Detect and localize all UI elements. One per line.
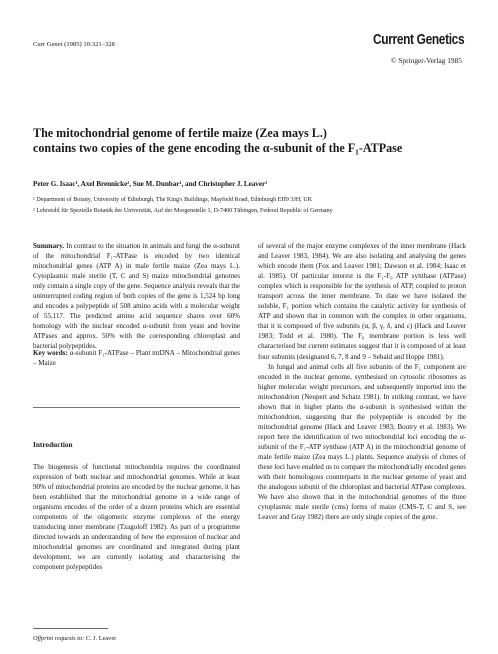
footnote-divider (33, 628, 108, 629)
introduction-heading: Introduction (33, 440, 73, 449)
right-paragraph-1: of several of the major enzyme complexes of the inner membrane (Hack and Leaver 1983, 1984). We are also isolating and analysing the genes which encode them (Fox and Leaver 1981; Dawson et al. 1984; Isaac et al. 1985). Of particular interest is the F₁-F₀ ATP synthase (ATPase) complex which is responsible for the synthesis of ATP, coupled to proton transport across the inner membrane. To date we have isolated the soluble, F₁ portion which contains the catalytic activity for synthesis of ATP and shown that in common with the complex in other organisms, that it is composed of five subunits (α, β, γ, δ, and ε) (Hack and Leaver 1983; Todd et al. 1980). The F₀ membrane portion is less well characterised but current estimates suggest that it is composed of at least four subunits (designated 6, 7, 8 and 9 – Sebald and Hoppe 1981). (258, 242, 466, 361)
affiliation-1: ¹ Department of Botany, University of Edinburgh, The King's Buildings, Mayfield Road, Edinburgh EH9 3JH, UK (33, 197, 313, 203)
journal-citation: Curr Genet (1985) 10:321–328 (33, 41, 115, 48)
summary-label: Summary. (33, 242, 65, 250)
title-line-1: The mitochondrial genome of fertile maize (Zea mays L.) (33, 126, 327, 140)
offprint-footnote (33, 635, 116, 642)
footnote-label: Offprint requests to: (33, 635, 85, 642)
article-title (33, 126, 473, 156)
affiliation-2: ² Lehrstuhl für Spezielle Botanik der Universität, Auf der Morgenstelle 1, D-7400 Tübingen, Federal Republic of Germany (33, 208, 333, 214)
right-paragraph-2: In fungal and animal cells all five subunits of the F₁ component are encoded in the nuclear genome, synthesised on cytosolic ribosomes as higher molecular weight precursors, and subsequently imported into the mitochondrion (Neupert and Schatz 1981). In striking contrast, we have shown that in higher plants the α-subunit is synthesised within the mitochondrion, suggesting that the polypeptide is encoded by the mitochondrial genome (Hack and Leaver 1983; Boutry et al. 1983). We report here the identification of two mitochondrial loci encoding the α-subunit of the F₁-ATP synthase (ATP A) in the mitochondrial genome of male fertile maize (Zea mays L.) plants. Sequence analysis of clones of these loci have enabled us to compare the mitochondrially encoded genes with their homologous counterparts in the nuclear genome of yeast and the analogous subunit of the chloroplast and bacterial ATPase complexes. We have also shown that in the mitochondrial genomes of the three cytoplasmic male sterile (cms) forms of maize (CMS-T, C and S, see Leaver and Gray 1982) there are only single copies of the gene. (258, 362, 466, 522)
right-column (258, 241, 466, 522)
summary-text: In contrast to the situation in animals and fungi the α-subunit of the mitochondrial F₁-ATPase is encoded by two identical mitochondrial genes (ATP A) in male fertile maize (Zea mays L.). Cytoplasmic male sterile (T, C and S) maize mitochondrial genomes only contain a single copy of the gene. Sequence analysis reveals that the uninterrupted coding region of both copies of the gene is 1,524 bp long and encodes a polypeptide of 508 amino acids with a molecular weight of 55,117. The predicted amino acid sequence shares over 60% homology with the nuclear encoded α-subunit from yeast and bovine ATPases and approx. 50% with the corresponding chloroplast and bacterial polypeptides. (33, 242, 240, 351)
copyright-notice: © Springer-Verlag 1985 (390, 56, 462, 65)
keywords-section (33, 348, 240, 368)
keywords-text: α-subunit F₁-ATPase – Plant mtDNA – Mitochondrial genes – Maize (33, 349, 240, 368)
summary-section (33, 241, 240, 352)
title-line-2: contains two copies of the gene encoding the α-subunit of the F₁-ATPase (33, 141, 403, 155)
journal-name: Current Genetics (372, 32, 464, 48)
footnote-name: C. J. Leaver (85, 635, 117, 642)
introduction-paragraph: The biogenesis of functional mitochondria requires the coordinated expression of both nuclear and mitochondrial genomes. While at least 90% of mitochondrial proteins are encoded by the nuclear genome, it has been established that the mitochondrial genome in a wide range of organisms encodes of the order of a dozen proteins which are essential components of the oligomeric enzyme complexes of the energy transducing inner membrane (Tzagoloff 1982). As part of a programme directed towards an understanding of how the expression of nuclear and mitochondrial genomes are coordinated and integrated during plant development, we are currently isolating and characterising the component polypeptides (33, 463, 240, 572)
section-divider (33, 407, 240, 408)
author-list: Peter G. Isaac¹, Axel Brennicke², Sue M. Dunbar¹, and Christopher J. Leaver¹ (33, 180, 268, 188)
keywords-label: Key words: (33, 349, 68, 357)
